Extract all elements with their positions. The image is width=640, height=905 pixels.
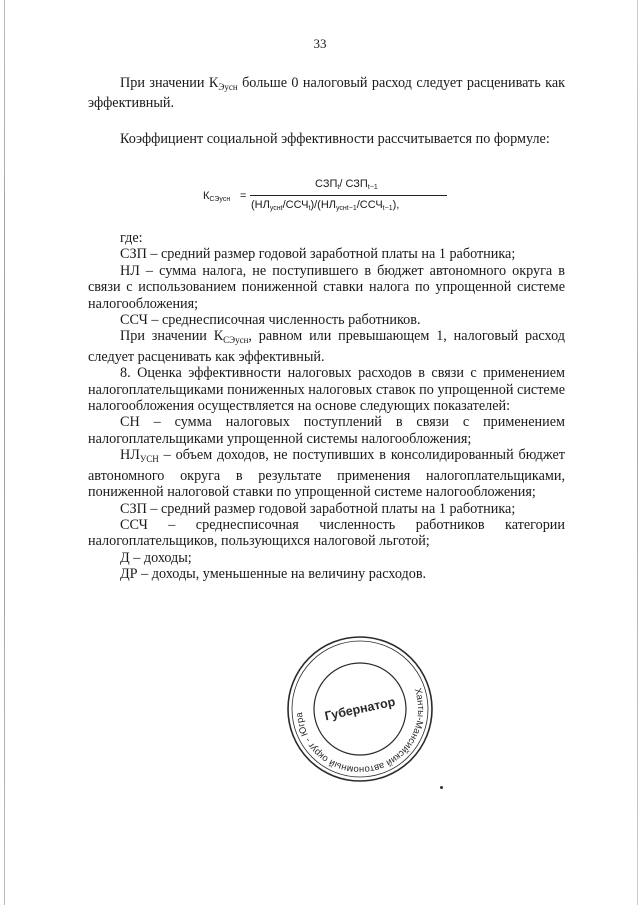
stamp-dot <box>440 786 443 789</box>
def-nl-usn: $НЛ_{УСН}$ – объем доходов, не поступивших в консолидированный бюджет автономного округа в результате применения налогоплательщиками, пониженной налоговой ставки по упрощенной системе налогообложения; <box>88 447 565 501</box>
fraction-bar <box>250 195 447 196</box>
def-ssch: ССЧ – среднесписочная численность работников. <box>120 312 421 329</box>
def-szp-2: СЗП – средний размер годовой заработной платы на 1 работника; <box>120 500 516 517</box>
def-d: Д – доходы; <box>120 549 192 566</box>
formula-equals: = <box>240 190 247 202</box>
def-nl: НЛ – сумма налога, не поступившего в бюджет автономного округа в связи с использованием пониженной ставки налога по упрощенной системе налогообложения; <box>88 262 565 312</box>
effectiveness-statement: При значении $К_{Эусн}$ больше 0 налоговый расход следует расценивать как эффективный. <box>88 75 566 112</box>
formula-lhs: $К_{СЭусн}$ <box>203 190 231 203</box>
formula-numerator: $СЗП_t/$ $СЗП_{t-1}$ <box>315 178 378 191</box>
item-8-intro: 8. Оценка эффективности налоговых расходов в связи с применением налогоплательщиками пониженных налоговых ставок по упрощенной системе налогообложения осуществляется на основе следующих показателей: <box>88 365 565 415</box>
def-sn: СН – сумма налоговых поступлений в связи с применением налогоплательщиками упрощенной системы налогообложения; <box>88 414 565 447</box>
paragraph-intro <box>88 75 565 112</box>
effectiveness-condition: При значении $К_{СЭусн}$, равном или превышающем 1, налоговый расход следует расценивать как эффективный. <box>88 328 565 365</box>
stamp-ring-text: Ханты-Мансийский автономный округ - Югра <box>294 686 427 776</box>
svg-text:Ханты-Мансийский автономный ок <box>291 668 436 785</box>
official-stamp <box>284 633 436 785</box>
page-number: 33 <box>313 36 327 51</box>
formula-denominator: $(НЛ_{уснt}/ССЧ_t)/(НЛ_{уснt-1}/ССЧ_{t-1})$, <box>251 199 400 212</box>
def-dr: ДР – доходы, уменьшенные на величину расходов. <box>120 566 427 583</box>
scan-edge-right <box>637 0 638 905</box>
def-szp: СЗП – средний размер годовой заработной платы на 1 работника; <box>120 246 516 263</box>
definitions-block <box>88 230 565 583</box>
social-efficiency-formula <box>203 178 463 218</box>
paragraph-formula-intro <box>88 131 565 147</box>
scan-edge-left <box>4 0 5 905</box>
where-label: где: <box>120 230 143 246</box>
coefficient-intro: Коэффициент социальной эффективности рассчитывается по формуле: <box>120 131 550 147</box>
stamp-center-text: Губернатор <box>323 694 397 724</box>
def-ssch-2: ССЧ – среднесписочная численность работников категории налогоплательщиков, пользующихся налоговой льготой; <box>88 516 565 550</box>
